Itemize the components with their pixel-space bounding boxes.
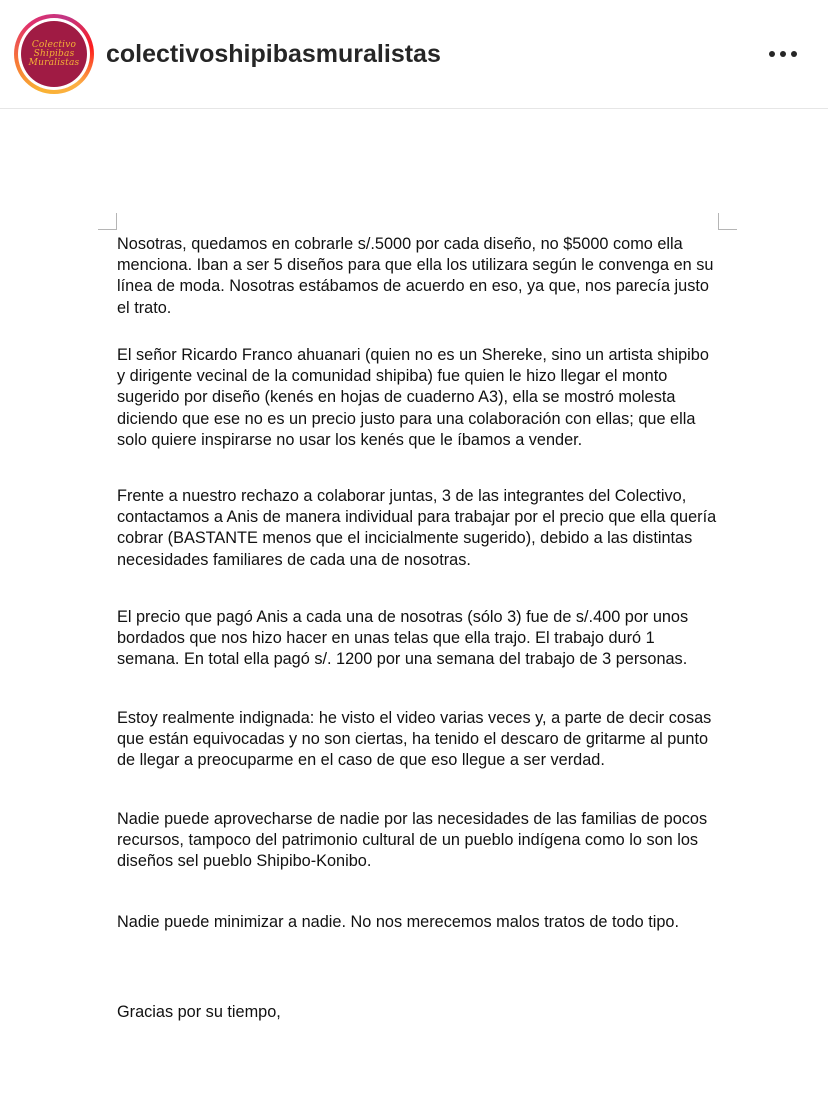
avatar-frame <box>18 18 90 90</box>
document-paragraph: Nosotras, quedamos en cobrarle s/.5000 por cada diseño, no $5000 como ella menciona. Iban a ser 5 diseños para que ella los utilizara según le convenga en su línea de moda. Nosotras estábamos de acuerdo en eso, ya que, nos parecía justo el trato. <box>117 235 714 317</box>
post-image-document[interactable] <box>0 109 828 1109</box>
avatar-text-line: Colectivo <box>31 39 77 50</box>
avatar-text-line: Shipibas <box>33 48 75 59</box>
avatar[interactable] <box>21 21 87 87</box>
page-margin-mark <box>718 213 737 230</box>
document-paragraph: El señor Ricardo Franco ahuanari (quien no es un Shereke, sino un artista shipibo y dirigente vecinal de la comunidad shipiba) fue quien le hizo llegar el monto sugerido por diseño (kenés en hojas de cuaderno A3), ella se mostró molesta diciendo que ese no es un precio justo para una colaboración con ellas; que ella solo quiere inspirarse no usar los kenés que le íbamos a vender. <box>117 346 709 449</box>
more-options-button[interactable] <box>758 38 808 70</box>
document-paragraph: Frente a nuestro rechazo a colaborar juntas, 3 de las integrantes del Colectivo, contactamos a Anis de manera individual para trabajar por el precio que ella quería cobrar (BASTANTE menos que el incicialmente sugerido), debido a las distintas necesidades familiares de cada una de nosotras. <box>117 487 717 569</box>
document-paragraph: Nadie puede minimizar a nadie. No nos merecemos malos tratos de todo tipo. <box>117 913 679 931</box>
more-horizontal-icon <box>780 51 786 57</box>
page-margin-mark <box>98 213 117 230</box>
more-horizontal-icon <box>791 51 797 57</box>
avatar-text-line: Muralistas <box>28 57 80 68</box>
post-header <box>0 0 828 109</box>
username-link[interactable]: colectivoshipibasmuralistas <box>106 40 441 68</box>
story-ring[interactable] <box>14 14 94 94</box>
document-closing: Gracias por su tiempo, <box>117 1003 281 1021</box>
more-horizontal-icon <box>769 51 775 57</box>
document-paragraph: Estoy realmente indignada: he visto el video varias veces y, a parte de decir cosas que están equivocadas y no son ciertas, ha tenido el descaro de gritarme al punto de llegar a preocuparme en el caso de que eso llegue a ser verdad. <box>117 709 712 770</box>
document-paragraph: Nadie puede aprovecharse de nadie por las necesidades de las familias de pocos recursos, tampoco del patrimonio cultural de un pueblo indígena como lo son los diseños sel pueblo Shipibo-Konibo. <box>117 810 708 871</box>
document-paragraph: El precio que pagó Anis a cada una de nosotras (sólo 3) fue de s/.400 por unos bordados que nos hizo hacer en unas telas que ella trajo. El trabajo duró 1 semana. En total ella pagó s/. 1200 por una semana del trabajo de 3 personas. <box>117 608 689 669</box>
